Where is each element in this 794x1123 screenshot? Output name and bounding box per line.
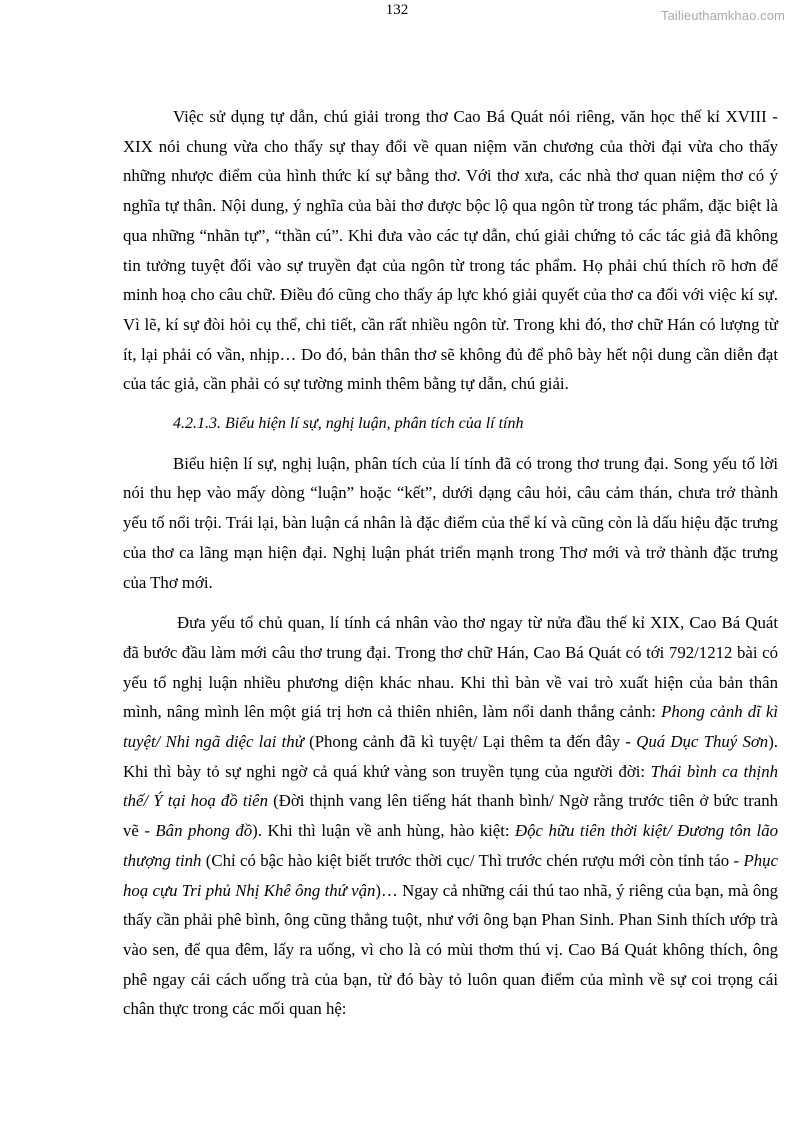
poem-quote-1: Phong cảnh dĩ kì tuyệt/ Nhi ngã diệc lai thử (123, 702, 778, 752)
section-heading: 4.2.1.3. Biểu hiện lí sự, nghị luận, phân tích của lí tính (173, 415, 524, 433)
paragraph-2: Biểu hiện lí sự, nghị luận, phân tích của lí tính đã có trong thơ trung đại. Song yếu tố lời nói thu hẹp vào mấy dòng “luận” hoặc “kết”, dưới dạng câu hỏi, câu cảm thán, chưa trở thành yếu tố nổi trội. Trái lại, bàn luận cá nhân là đặc điểm của thể kí và cũng còn là dấu hiệu đặc trưng của thơ ca lãng mạn hiện đại. Nghị luận phát triển mạnh trong Thơ mới và trở thành đặc trưng của Thơ mới. (123, 453, 778, 592)
paragraph-3-text-2: (Phong cảnh đã kì tuyệt/ Lại thêm ta đến đây - (303, 732, 637, 752)
paragraph-1: Việc sử dụng tự dẫn, chú giải trong thơ Cao Bá Quát nói riêng, văn học thế kỉ XVIII - XIX nói chung vừa cho thấy sự thay đổi về quan niệm văn chương của thời đại vừa cho thấy những nhược điểm của hình thức kí sự bằng thơ. Với thơ xưa, các nhà thơ quan niệm thơ có ý nghĩa tự thân. Nội dung, ý nghĩa của bài thơ được bộc lộ qua ngôn từ trong tác phẩm, đặc biệt là qua những “nhãn tự”, “thần cú”. Khi đưa vào các tự dẫn, chú giải chứng tỏ các tác giả đã không tin tưởng tuyệt đối vào sự truyền đạt của ngôn từ trong tác phẩm. Họ phải chú thích rõ hơn để minh hoạ cho câu chữ. Điều đó cũng cho thấy áp lực khó giải quyết của thơ ca đối với việc kí sự. Vì lẽ, kí sự đòi hỏi cụ thể, chi tiết, cần rất nhiều ngôn từ. Trong khi đó, thơ chữ Hán có lượng từ ít, lại phải có vần, nhịp… Do đó, bản thân thơ sẽ không đủ để phô bày hết nội dung cần diễn đạt của tác giả, cần phải có sự tường minh thêm bằng tự dẫn, chú giải. (123, 107, 778, 394)
poem-quote-2: Thái bình ca thịnh thế/ Ý tại hoạ đồ tiên (123, 761, 778, 811)
paragraph-3-text-4: (Đời thịnh vang lên tiếng hát thanh bình/ Ngờ rằng trước tiên ở bức tranh vẽ - (123, 791, 778, 841)
paragraph-3-text-6: (Chỉ có bậc hào kiệt biết trước thời cục/ Thì trước chén rượu mới còn tỉnh táo - (201, 850, 744, 870)
watermark: Tailieuthamkhao.com (660, 8, 785, 23)
document-body (123, 102, 778, 1024)
paragraph-3-text-1: Đưa yếu tố chủ quan, lí tính cá nhân vào thơ ngay từ nửa đầu thế kỉ XIX, Cao Bá Quát đã bước đầu làm mới câu thơ trung đại. Trong thơ chữ Hán, Cao Bá Quát có tới 792/1212 bài có yếu tố nghị luận nhiều phương diện khác nhau. Khi thì bàn về vai trò xuất hiện của bản thân mình, nâng mình lên một giá trị hơn cả thiên nhiên, làm nổi danh thắng cảnh: (123, 613, 778, 722)
paragraph-3 (123, 608, 778, 1024)
paragraph-3-text-3: ). Khi thì bày tỏ sự nghi ngờ cả quá khứ vàng son truyền tụng của người đời: (123, 732, 778, 781)
page-number: 132 (385, 2, 409, 18)
paragraph-3-text-7: )… Ngay cả những cái thú tao nhã, ý riêng của bạn, mà ông thấy cần phải phê bình, ông cũng thẳng tuột, như với ông bạn Phan Sinh. Phan Sinh thích ướp trà vào sen, để qua đêm, lấy ra uống, vì cho là có mùi thơm thú vị. Cao Bá Quát không thích, ông phê ngay cái cách uống trà của bạn, từ đó bày tỏ luôn quan điểm của mình về sự coi trọng cái chân thực trong các mối quan hệ: (123, 880, 779, 1019)
poem-title-2: Bân phong đồ (155, 821, 253, 841)
poem-quote-3: Độc hữu tiên thời kiệt/ Đương tôn lão thượng tinh (123, 821, 778, 870)
paragraph-3-text-5: ). Khi thì luận về anh hùng, hào kiệt: (252, 821, 516, 841)
poem-title-3: Phục hoạ cựu Tri phủ Nhị Khê ông thứ vận (123, 850, 778, 900)
poem-title-1: Quá Dục Thuý Sơn (636, 732, 769, 752)
